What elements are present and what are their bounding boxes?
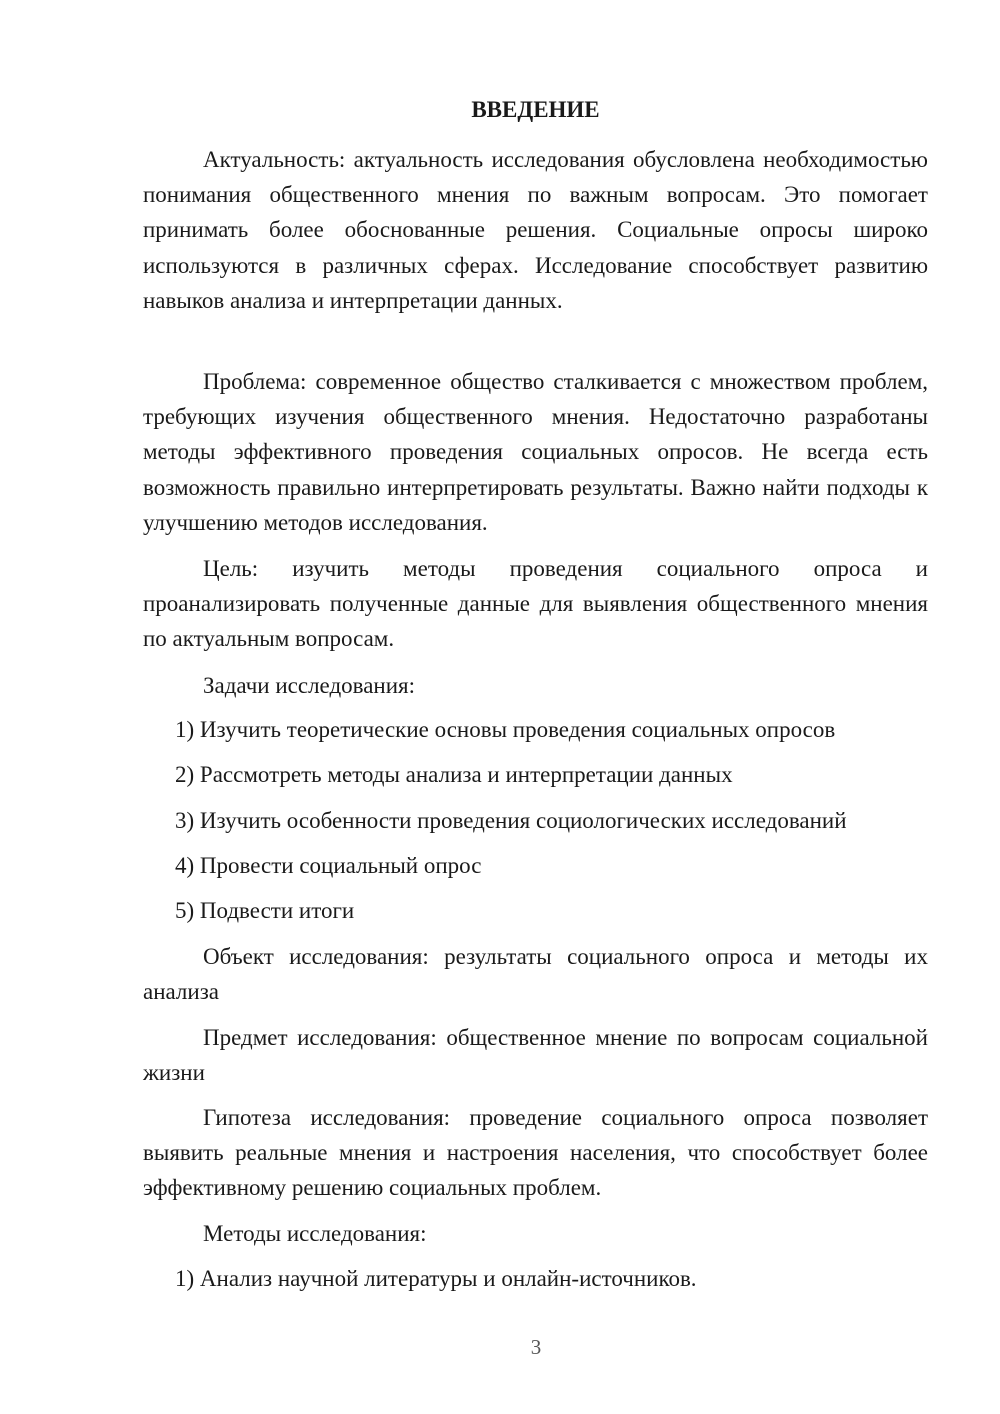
page-title: ВВЕДЕНИЕ bbox=[471, 97, 600, 122]
tasks-heading: Задачи исследования: bbox=[203, 673, 416, 698]
problem-paragraph: Проблема: современное общество сталкивается с множеством проблем, требующих изучения общественного мнения. Недостаточно разработаны методы эффективного проведения социальных опросов. Не всегда есть возможность правильно интерпретировать результаты. Важно найти подходы к улучшению методов исследования. bbox=[143, 369, 928, 535]
goal-paragraph: Цель: изучить методы проведения социального опроса и проанализировать полученные данные для выявления общественного мнения по актуальным вопросам. bbox=[143, 556, 928, 652]
method-item-1: 1) Анализ научной литературы и онлайн-источников. bbox=[175, 1266, 697, 1291]
task-item-4: 4) Провести социальный опрос bbox=[175, 853, 482, 878]
task-item-2: 2) Рассмотреть методы анализа и интерпретации данных bbox=[175, 762, 733, 787]
task-item-5: 5) Подвести итоги bbox=[175, 898, 355, 923]
task-item-3: 3) Изучить особенности проведения социологических исследований bbox=[175, 808, 847, 833]
subject-paragraph: Предмет исследования: общественное мнение по вопросам социальной жизни bbox=[143, 1025, 928, 1086]
relevance-paragraph: Актуальность: актуальность исследования обусловлена необходимостью понимания общественного мнения по важным вопросам. Это помогает принимать более обоснованные решения. Социальные опросы широко используются в различных сферах. Исследование способствует развитию навыков анализа и интерпретации данных. bbox=[143, 147, 928, 313]
page-number: 3 bbox=[530, 1335, 542, 1359]
object-paragraph: Объект исследования: результаты социального опроса и методы их анализа bbox=[143, 944, 928, 1005]
hypothesis-paragraph: Гипотеза исследования: проведение социального опроса позволяет выявить реальные мнения и настроения населения, что способствует более эффективному решению социальных проблем. bbox=[143, 1105, 928, 1201]
task-item-1: 1) Изучить теоретические основы проведения социальных опросов bbox=[175, 717, 836, 742]
methods-heading: Методы исследования: bbox=[203, 1221, 427, 1246]
